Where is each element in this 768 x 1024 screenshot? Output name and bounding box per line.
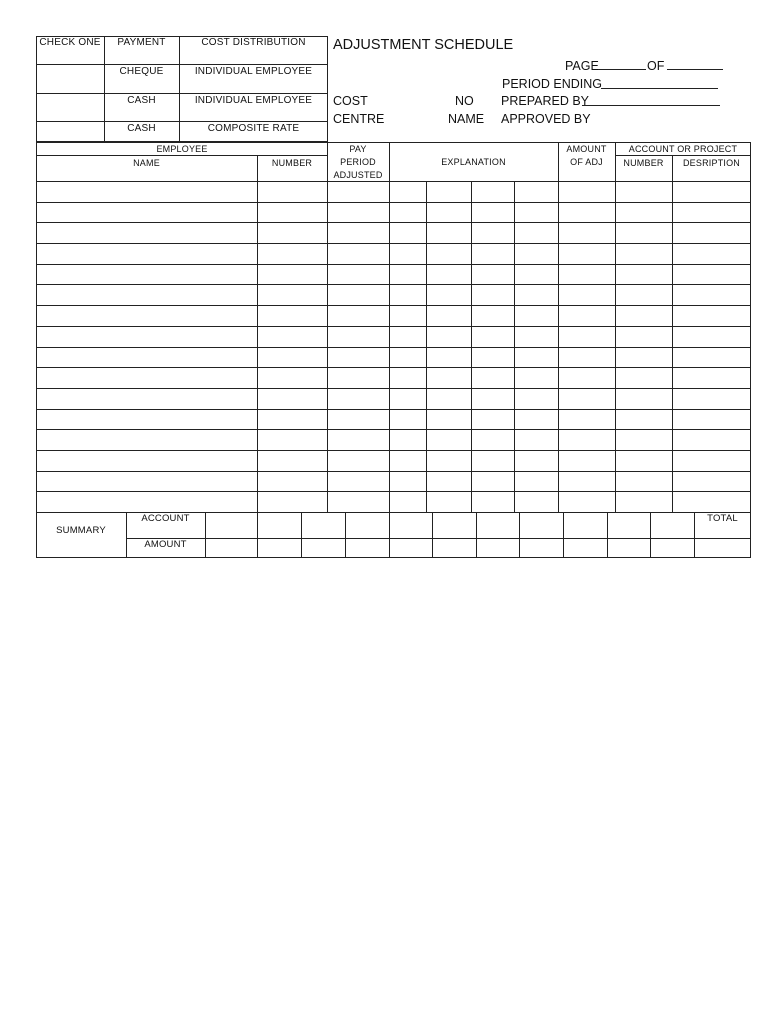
summary-label: SUMMARY <box>56 525 106 536</box>
summary-divider <box>126 538 751 539</box>
column-divider <box>389 142 390 512</box>
table-row-line <box>36 284 751 285</box>
period-ending-label: PERIOD ENDING <box>502 77 603 91</box>
summary-column-line <box>563 512 564 558</box>
column-divider <box>327 142 328 512</box>
table-row-line <box>36 450 751 451</box>
column-divider <box>558 142 559 512</box>
prepared-by-field[interactable] <box>582 105 720 106</box>
pay-period-header-line3: ADJUSTED <box>333 170 383 180</box>
schedule-table <box>36 142 751 558</box>
explanation-header: EXPLANATION <box>441 157 506 167</box>
distribution-option: COMPOSITE RATE <box>207 123 300 134</box>
pay-period-header-line1: PAY <box>349 144 367 154</box>
table-row-line <box>36 471 751 472</box>
check-one-header: CHECK ONE <box>39 37 101 48</box>
account-or-project-header: ACCOUNT OR PROJECT <box>628 144 738 154</box>
payment-option-cheque: CHEQUE <box>119 66 164 77</box>
table-row-line <box>36 388 751 389</box>
payment-header: PAYMENT <box>117 37 166 48</box>
prepared-by-label: PREPARED BY <box>501 94 589 108</box>
amount-header-line2: OF ADJ <box>570 157 603 167</box>
approved-by-label: APPROVED BY <box>501 112 591 126</box>
number-column-header: NUMBER <box>271 158 313 168</box>
table-row-line <box>36 347 751 348</box>
of-label: OF <box>647 59 665 73</box>
header-divider <box>615 155 751 156</box>
distribution-option: INDIVIDUAL EMPLOYEE <box>194 95 313 106</box>
period-ending-field[interactable] <box>601 88 718 89</box>
table-row-line <box>36 222 751 223</box>
summary-column-line <box>345 512 346 558</box>
summary-account-label: ACCOUNT <box>141 513 190 524</box>
summary-column-line <box>389 512 390 558</box>
summary-column-line <box>476 512 477 558</box>
table-row-line <box>36 367 751 368</box>
check-table-divider <box>36 121 328 122</box>
table-row-line <box>36 181 751 182</box>
column-divider <box>257 155 258 512</box>
amount-header-line1: AMOUNT <box>566 144 607 154</box>
summary-column-line <box>432 512 433 558</box>
column-divider <box>615 142 616 512</box>
table-row-line <box>36 202 751 203</box>
pay-period-header-line2: PERIOD <box>340 157 376 167</box>
page-label: PAGE <box>565 59 599 73</box>
summary-column-line <box>301 512 302 558</box>
summary-amount-label: AMOUNT <box>144 539 187 550</box>
summary-column-line <box>607 512 608 558</box>
payment-option-cash: CASH <box>127 95 156 106</box>
header-divider <box>36 155 328 156</box>
table-row-line <box>36 264 751 265</box>
table-row-line <box>36 305 751 306</box>
cost-label: COST <box>333 94 368 108</box>
name-label: NAME <box>448 112 485 126</box>
summary-divider <box>205 512 206 558</box>
of-field[interactable] <box>667 69 723 70</box>
page-title: ADJUSTMENT SCHEDULE <box>333 37 514 53</box>
account-description-header: DESRIPTION <box>682 158 740 168</box>
table-row-line <box>36 409 751 410</box>
account-number-header: NUMBER <box>623 158 664 168</box>
no-label: NO <box>455 94 474 108</box>
table-row-line <box>36 326 751 327</box>
summary-column-line <box>519 512 520 558</box>
table-row-line <box>36 429 751 430</box>
summary-column-line <box>650 512 651 558</box>
summary-column-line <box>257 512 258 558</box>
summary-total-label: TOTAL <box>707 513 738 524</box>
page-field[interactable] <box>598 69 646 70</box>
distribution-option: INDIVIDUAL EMPLOYEE <box>194 66 313 77</box>
table-row-line <box>36 243 751 244</box>
check-table-divider <box>36 64 328 65</box>
employee-header: EMPLOYEE <box>156 144 208 154</box>
table-row-line <box>36 491 751 492</box>
cost-distribution-header: COST DISTRIBUTION <box>201 37 306 48</box>
payment-option-cash: CASH <box>127 123 156 134</box>
column-divider <box>672 155 673 512</box>
centre-label: CENTRE <box>333 112 385 126</box>
name-column-header: NAME <box>133 158 160 168</box>
check-table-divider <box>36 93 328 94</box>
